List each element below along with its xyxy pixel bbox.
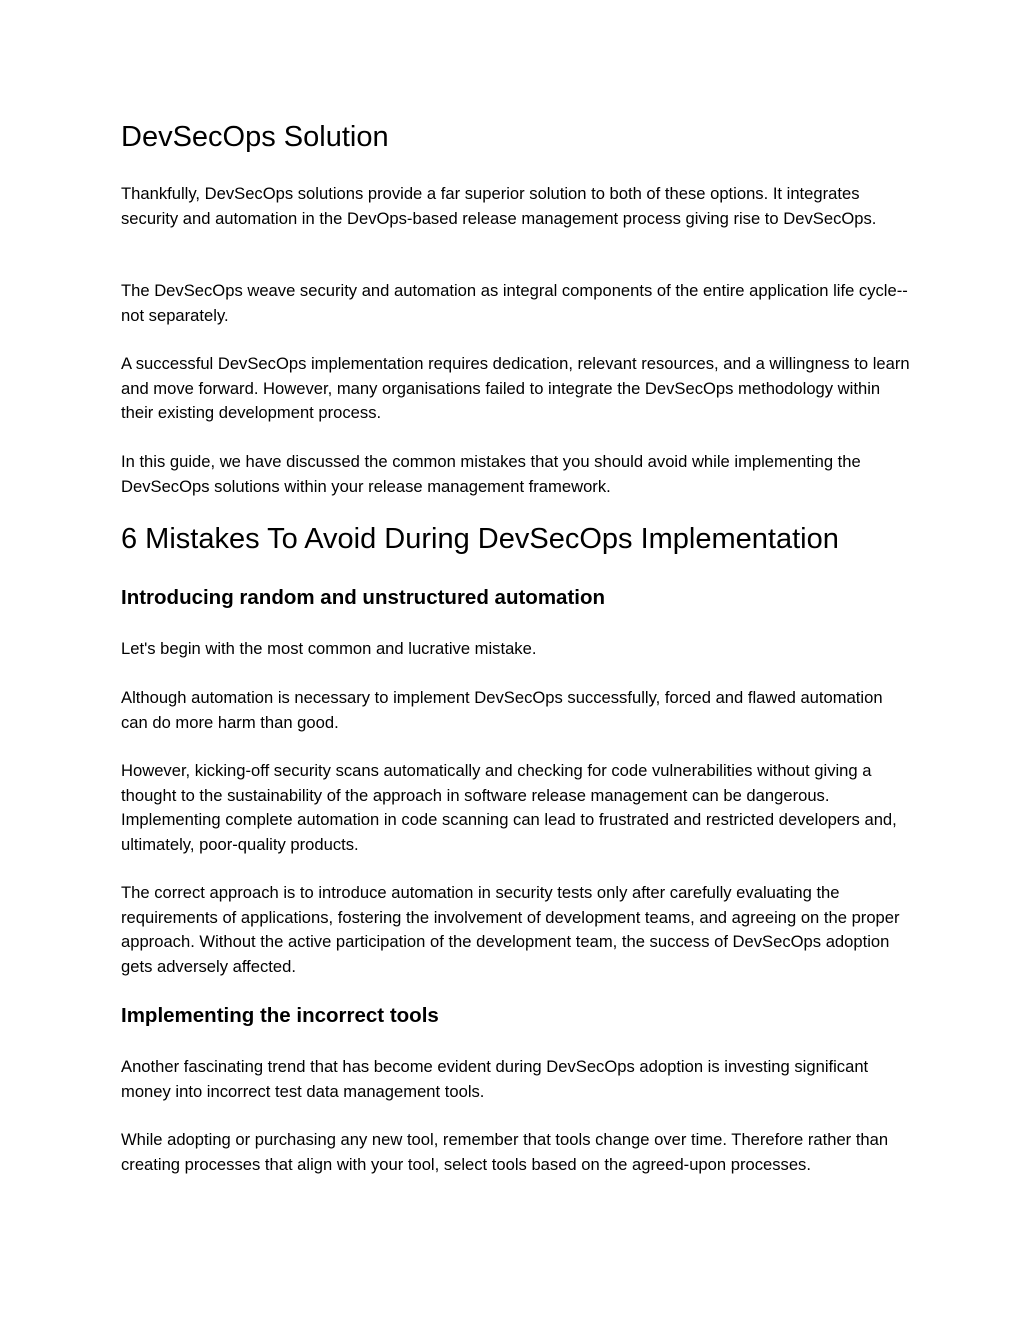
paragraph: A successful DevSecOps implementation requires dedication, relevant resources, and a willingness to learn and move forward. However, many organisations failed to integrate the DevSecOps methodology within their existing development process. bbox=[121, 354, 910, 422]
paragraph: The DevSecOps weave security and automation as integral components of the entire application life cycle-- not separately. bbox=[121, 281, 908, 325]
subsection-heading-random-automation: Introducing random and unstructured automation bbox=[121, 586, 606, 609]
paragraph: In this guide, we have discussed the common mistakes that you should avoid while implementing the DevSecOps solutions within your release management framework. bbox=[121, 452, 861, 496]
paragraph: Another fascinating trend that has become evident during DevSecOps adoption is investing significant money into incorrect test data management tools. bbox=[121, 1057, 869, 1101]
section-title-devsecops-solution: DevSecOps Solution bbox=[121, 121, 389, 153]
paragraph: However, kicking-off security scans automatically and checking for code vulnerabilities without giving a thought to the sustainability of the approach in software release management can be dangerous. Implementing complete automation in code scanning can lead to frustrated and restricted developers and, ultimately, poor-quality products. bbox=[121, 761, 897, 854]
paragraph: Although automation is necessary to implement DevSecOps successfully, forced and flawed automation can do more harm than good. bbox=[121, 688, 883, 732]
subsection-heading-incorrect-tools: Implementing the incorrect tools bbox=[121, 1004, 439, 1027]
section-title-mistakes: 6 Mistakes To Avoid During DevSecOps Implementation bbox=[121, 523, 839, 555]
paragraph: Let's begin with the most common and lucrative mistake. bbox=[121, 639, 537, 658]
paragraph: While adopting or purchasing any new tool, remember that tools change over time. Therefore rather than creating processes that align with your tool, select tools based on the agreed-upon processes. bbox=[121, 1130, 889, 1174]
paragraph: The correct approach is to introduce automation in security tests only after carefully evaluating the requirements of applications, fostering the involvement of development teams, and agreeing on the proper approach. Without the active participation of the development team, the success of DevSecOps adoption gets adversely affected. bbox=[121, 883, 900, 976]
paragraph: Thankfully, DevSecOps solutions provide a far superior solution to both of these options. It integrates security and automation in the DevOps-based release management process giving rise to DevSecOps. bbox=[121, 184, 877, 228]
